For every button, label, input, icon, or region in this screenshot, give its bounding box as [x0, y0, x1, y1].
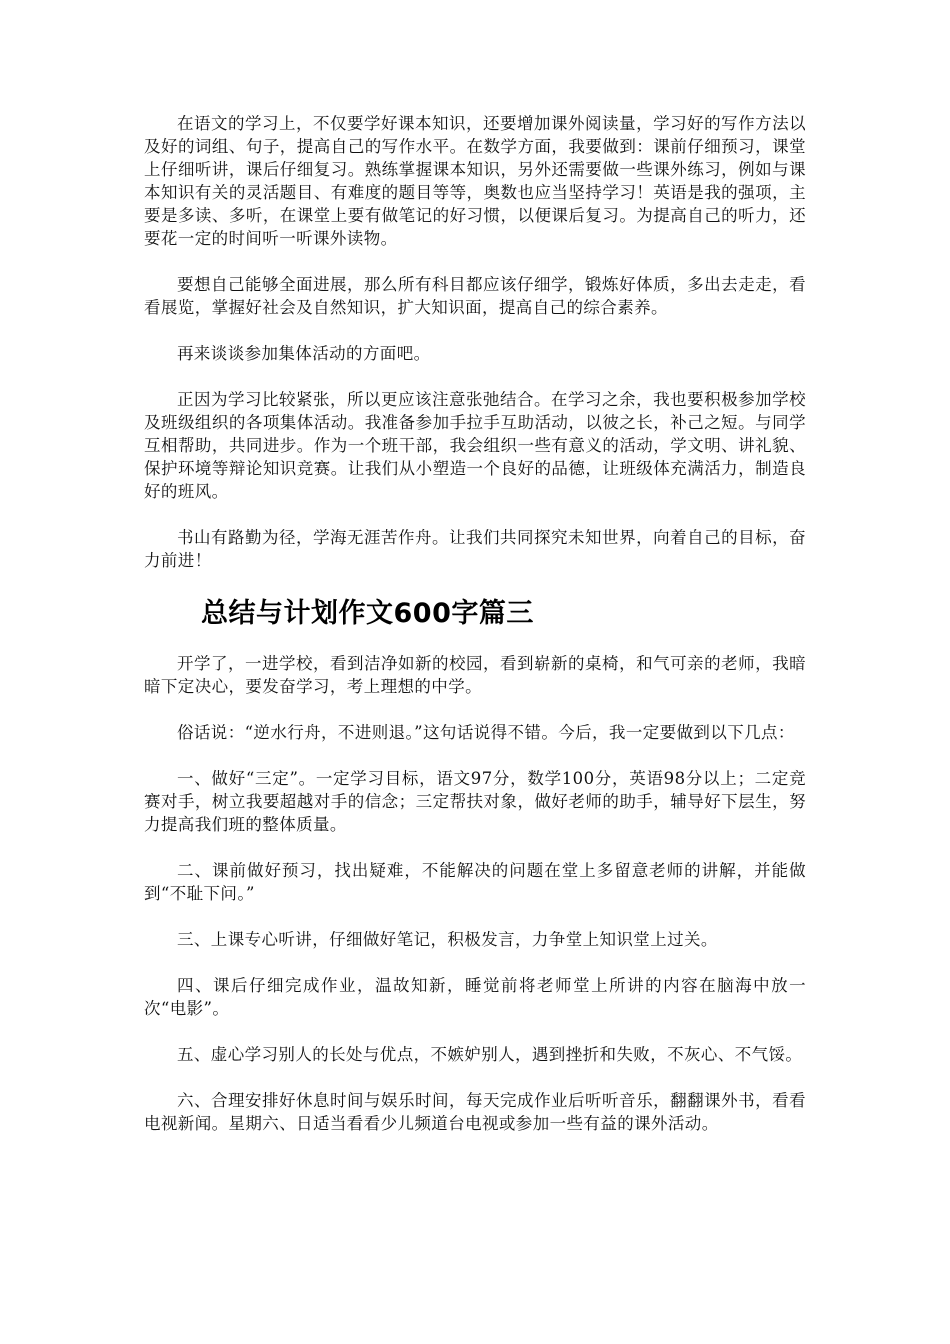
paragraph: 二、课前做好预习，找出疑难，不能解决的问题在堂上多留意老师的讲解，并能做到“不耻下问。”: [144, 861, 806, 903]
paragraph: 三、上课专心听讲，仔细做好笔记，积极发言，力争堂上知识堂上过关。: [177, 930, 718, 949]
paragraph: 再来谈谈参加集体活动的方面吧。: [177, 344, 431, 363]
paragraph: 开学了，一进学校，看到洁净如新的校园，看到崭新的桌椅，和气可亲的老师，我暗暗下定决心，要发奋学习，考上理想的中学。: [144, 654, 806, 696]
paragraph: 书山有路勤为径，学海无涯苦作舟。让我们共同探究未知世界，向着自己的目标，奋力前进！: [144, 528, 806, 570]
paragraph: 要想自己能够全面进展，那么所有科目都应该仔细学，锻炼好体质，多出去走走，看看展览，掌握好社会及自然知识，扩大知识面，提高自己的综合素养。: [144, 275, 806, 317]
section-one: [144, 112, 806, 572]
paragraph: 五、虚心学习别人的长处与优点，不嫉妒别人，遇到挫折和失败，不灰心、不气馁。: [177, 1045, 803, 1064]
paragraph: 俗话说：“逆水行舟，不进则退。”这句话说得不错。今后，我一定要做到以下几点：: [177, 723, 795, 742]
paragraph: 一、做好“三定”。一定学习目标，语文97分，数学100分，英语98分以上；二定竞赛对手，树立我要超越对手的信念；三定帮扶对象，做好老师的助手，辅导好下层生，努力提高我们班的整体质量。: [144, 769, 806, 834]
paragraph: 在语文的学习上，不仅要学好课本知识，还要增加课外阅读量，学习好的写作方法以及好的词组、句子，提高自己的写作水平。在数学方面，我要做到：课前仔细预习，课堂上仔细听讲，课后仔细复习。熟练掌握课本知识，另外还需要做一些课外练习，例如与课本知识有关的灵活题目、有难度的题目等等，奥数也应当坚持学习！英语是我的强项，主要是多读、多听，在课堂上要有做笔记的好习惯，以便课后复习。为提高自己的听力，还要花一定的时间听一听课外读物。: [144, 114, 806, 248]
section-two: [144, 652, 806, 1135]
paragraph: 正因为学习比较紧张，所以更应该注意张弛结合。在学习之余，我也要积极参加学校及班级组织的各项集体活动。我准备参加手拉手互助活动，以彼之长，补己之短。与同学互相帮助，共同进步。作为一个班干部，我会组织一些有意义的活动，学文明、讲礼貌、保护环境等辩论知识竞赛。让我们从小塑造一个良好的品德，让班级体充满活力，制造良好的班风。: [144, 390, 806, 501]
section-title: 总结与计划作文600字篇三: [201, 598, 534, 629]
paragraph: 四、课后仔细完成作业，温故知新，睡觉前将老师堂上所讲的内容在脑海中放一次“电影”。: [144, 976, 806, 1018]
paragraph: 六、合理安排好休息时间与娱乐时间，每天完成作业后听听音乐，翻翻课外书，看看电视新闻。星期六、日适当看看少儿频道台电视或参加一些有益的课外活动。: [144, 1091, 806, 1133]
document-page: [144, 112, 806, 1158]
